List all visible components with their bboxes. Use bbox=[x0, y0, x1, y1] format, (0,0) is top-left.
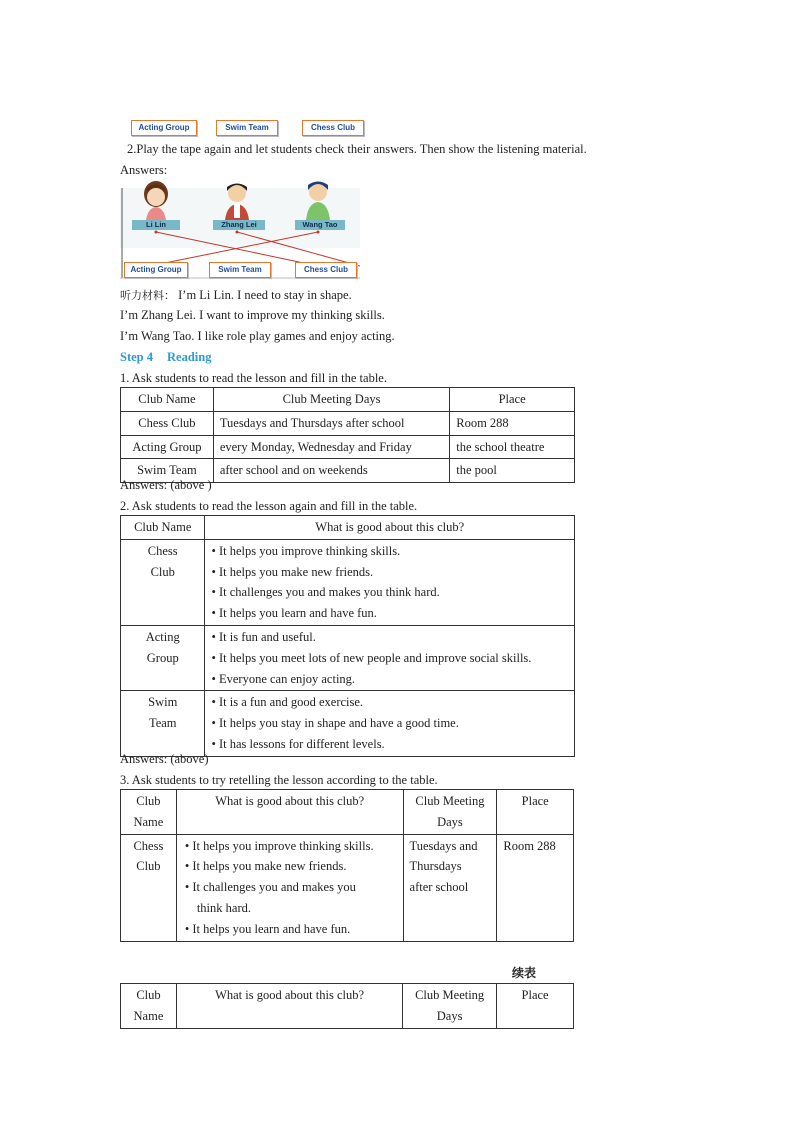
table1-cell: the pool bbox=[450, 459, 575, 483]
table-row bbox=[121, 625, 575, 690]
table2-benefits-cell bbox=[205, 691, 575, 756]
table-row bbox=[121, 539, 575, 625]
benefit-item: • It helps you learn and have fun. bbox=[211, 606, 377, 621]
step2-instruction: 2.Play the tape again and let students check their answers. Then show the listening material. bbox=[127, 142, 587, 156]
listening-line-2: I’m Zhang Lei. I want to improve my thinking skills. bbox=[120, 308, 385, 322]
header-line: Club bbox=[136, 794, 161, 808]
club-name-line: Swim bbox=[148, 695, 178, 710]
table1-header-days: Club Meeting Days bbox=[213, 388, 449, 412]
step4-label: Step 4 bbox=[120, 350, 153, 364]
table1-cell: the school theatre bbox=[450, 435, 575, 459]
table3-benefits-cell bbox=[176, 834, 403, 941]
header-line: Club bbox=[136, 988, 161, 1002]
days-line: Thursdays bbox=[409, 859, 462, 874]
li-lin-avatar bbox=[144, 181, 168, 220]
task3-instruction: 3. Ask students to try retelling the lesson according to the table. bbox=[120, 773, 438, 787]
table3-header-days bbox=[403, 790, 497, 835]
table-retelling-continued bbox=[120, 983, 574, 1029]
table3-place-cell: Room 288 bbox=[497, 834, 574, 941]
tag-acting-group: Acting Group bbox=[131, 120, 197, 136]
table2-benefits-cell bbox=[205, 625, 575, 690]
listening-line-3: I’m Wang Tao. I like role play games and enjoy acting. bbox=[120, 329, 395, 343]
header-line: Days bbox=[437, 814, 463, 829]
club-name-line: Club bbox=[136, 859, 161, 874]
table2-header-club-name: Club Name bbox=[121, 516, 205, 540]
table3-club-cell bbox=[121, 834, 177, 941]
benefit-item: • It helps you learn and have fun. bbox=[184, 921, 351, 936]
table-row bbox=[121, 834, 574, 941]
task1-answers: Answers: (above ) bbox=[120, 478, 212, 492]
header-line: Days bbox=[436, 1008, 463, 1023]
table4-header-days bbox=[403, 984, 497, 1029]
task2-instruction: 2. Ask students to read the lesson again and fill in the table. bbox=[120, 499, 418, 513]
benefit-item: • It has lessons for different levels. bbox=[211, 736, 385, 751]
table1-cell: Tuesdays and Thursdays after school bbox=[213, 411, 449, 435]
table1-cell: Room 288 bbox=[450, 411, 575, 435]
answers-label: Answers: bbox=[120, 163, 168, 177]
table-retelling bbox=[120, 789, 574, 942]
figure-tag-swim-team: Swim Team bbox=[209, 262, 271, 278]
header-line: Name bbox=[133, 1008, 164, 1023]
benefit-item: • It is fun and useful. bbox=[211, 629, 316, 644]
table1-cell: after school and on weekends bbox=[213, 459, 449, 483]
header-line: Name bbox=[133, 814, 164, 829]
table-row bbox=[121, 435, 575, 459]
table2-header-row bbox=[121, 516, 575, 540]
benefit-item: think hard. bbox=[196, 900, 251, 915]
club-name-line: Chess bbox=[147, 543, 178, 558]
header-line: Club Meeting bbox=[415, 794, 485, 808]
table1-cell: every Monday, Wednesday and Friday bbox=[213, 435, 449, 459]
nameplate-li-lin: Li Lin bbox=[132, 220, 180, 230]
table3-header-place: Place bbox=[497, 790, 574, 835]
header-line: Club Meeting bbox=[415, 988, 485, 1002]
table1-cell: Swim Team bbox=[121, 459, 214, 483]
table4-header-good: What is good about this club? bbox=[176, 984, 402, 1029]
table-row bbox=[121, 411, 575, 435]
benefit-item: • It helps you improve thinking skills. bbox=[211, 543, 401, 558]
table2-benefits-cell bbox=[205, 539, 575, 625]
tag-swim-team: Swim Team bbox=[216, 120, 278, 136]
benefit-item: • It helps you stay in shape and have a good time. bbox=[211, 716, 459, 731]
task1-instruction: 1. Ask students to read the lesson and fill in the table. bbox=[120, 371, 387, 385]
table-row bbox=[121, 691, 575, 756]
listening-line-1 bbox=[120, 287, 352, 304]
figure-tag-chess-club: Chess Club bbox=[295, 262, 357, 278]
table-club-days bbox=[120, 387, 575, 483]
benefit-item: • It helps you improve thinking skills. bbox=[184, 838, 374, 853]
table3-header-row bbox=[121, 790, 574, 835]
listening-label: 听力材料： bbox=[120, 289, 175, 302]
table2-club-cell bbox=[121, 625, 205, 690]
club-name-line: Team bbox=[148, 716, 177, 731]
table1-header-club-name: Club Name bbox=[121, 388, 214, 412]
table3-days-cell bbox=[403, 834, 497, 941]
benefit-item: • It helps you meet lots of new people and improve social skills. bbox=[211, 650, 532, 665]
table1-header-row bbox=[121, 388, 575, 412]
benefit-item: • It challenges you and makes you bbox=[184, 880, 356, 895]
table4-header-club-name bbox=[121, 984, 177, 1029]
listening-text-1: I’m Li Lin. I need to stay in shape. bbox=[175, 288, 352, 302]
table1-cell: Acting Group bbox=[121, 435, 214, 459]
figure-tag-acting-group: Acting Group bbox=[124, 262, 188, 278]
benefit-item: • Everyone can enjoy acting. bbox=[211, 671, 356, 686]
table3-header-good: What is good about this club? bbox=[176, 790, 403, 835]
nameplate-zhang-lei: Zhang Lei bbox=[213, 220, 265, 230]
club-name-line: Chess bbox=[133, 838, 164, 853]
table3-header-club-name bbox=[121, 790, 177, 835]
table2-club-cell bbox=[121, 691, 205, 756]
table4-header-place: Place bbox=[497, 984, 574, 1029]
table-club-benefits bbox=[120, 515, 575, 757]
step4-heading bbox=[120, 349, 211, 365]
days-line: Tuesdays and bbox=[409, 838, 478, 853]
table4-header-row bbox=[121, 984, 574, 1029]
step4-title: Reading bbox=[167, 350, 212, 364]
task2-answers: Answers: (above) bbox=[120, 752, 209, 766]
benefit-item: • It is a fun and good exercise. bbox=[211, 695, 364, 710]
table2-header-good: What is good about this club? bbox=[205, 516, 575, 540]
days-line: after school bbox=[409, 880, 469, 895]
benefit-item: • It helps you make new friends. bbox=[184, 859, 347, 874]
table1-header-place: Place bbox=[450, 388, 575, 412]
club-name-line: Group bbox=[146, 650, 179, 665]
table1-cell: Chess Club bbox=[121, 411, 214, 435]
table2-club-cell bbox=[121, 539, 205, 625]
continued-label: 续表 bbox=[512, 966, 537, 980]
benefit-item: • It challenges you and makes you think hard. bbox=[211, 585, 440, 600]
nameplate-wang-tao: Wang Tao bbox=[295, 220, 345, 230]
tag-chess-club: Chess Club bbox=[302, 120, 364, 136]
benefit-item: • It helps you make new friends. bbox=[211, 564, 374, 579]
club-name-line: Acting bbox=[145, 629, 180, 644]
club-name-line: Club bbox=[150, 564, 175, 579]
